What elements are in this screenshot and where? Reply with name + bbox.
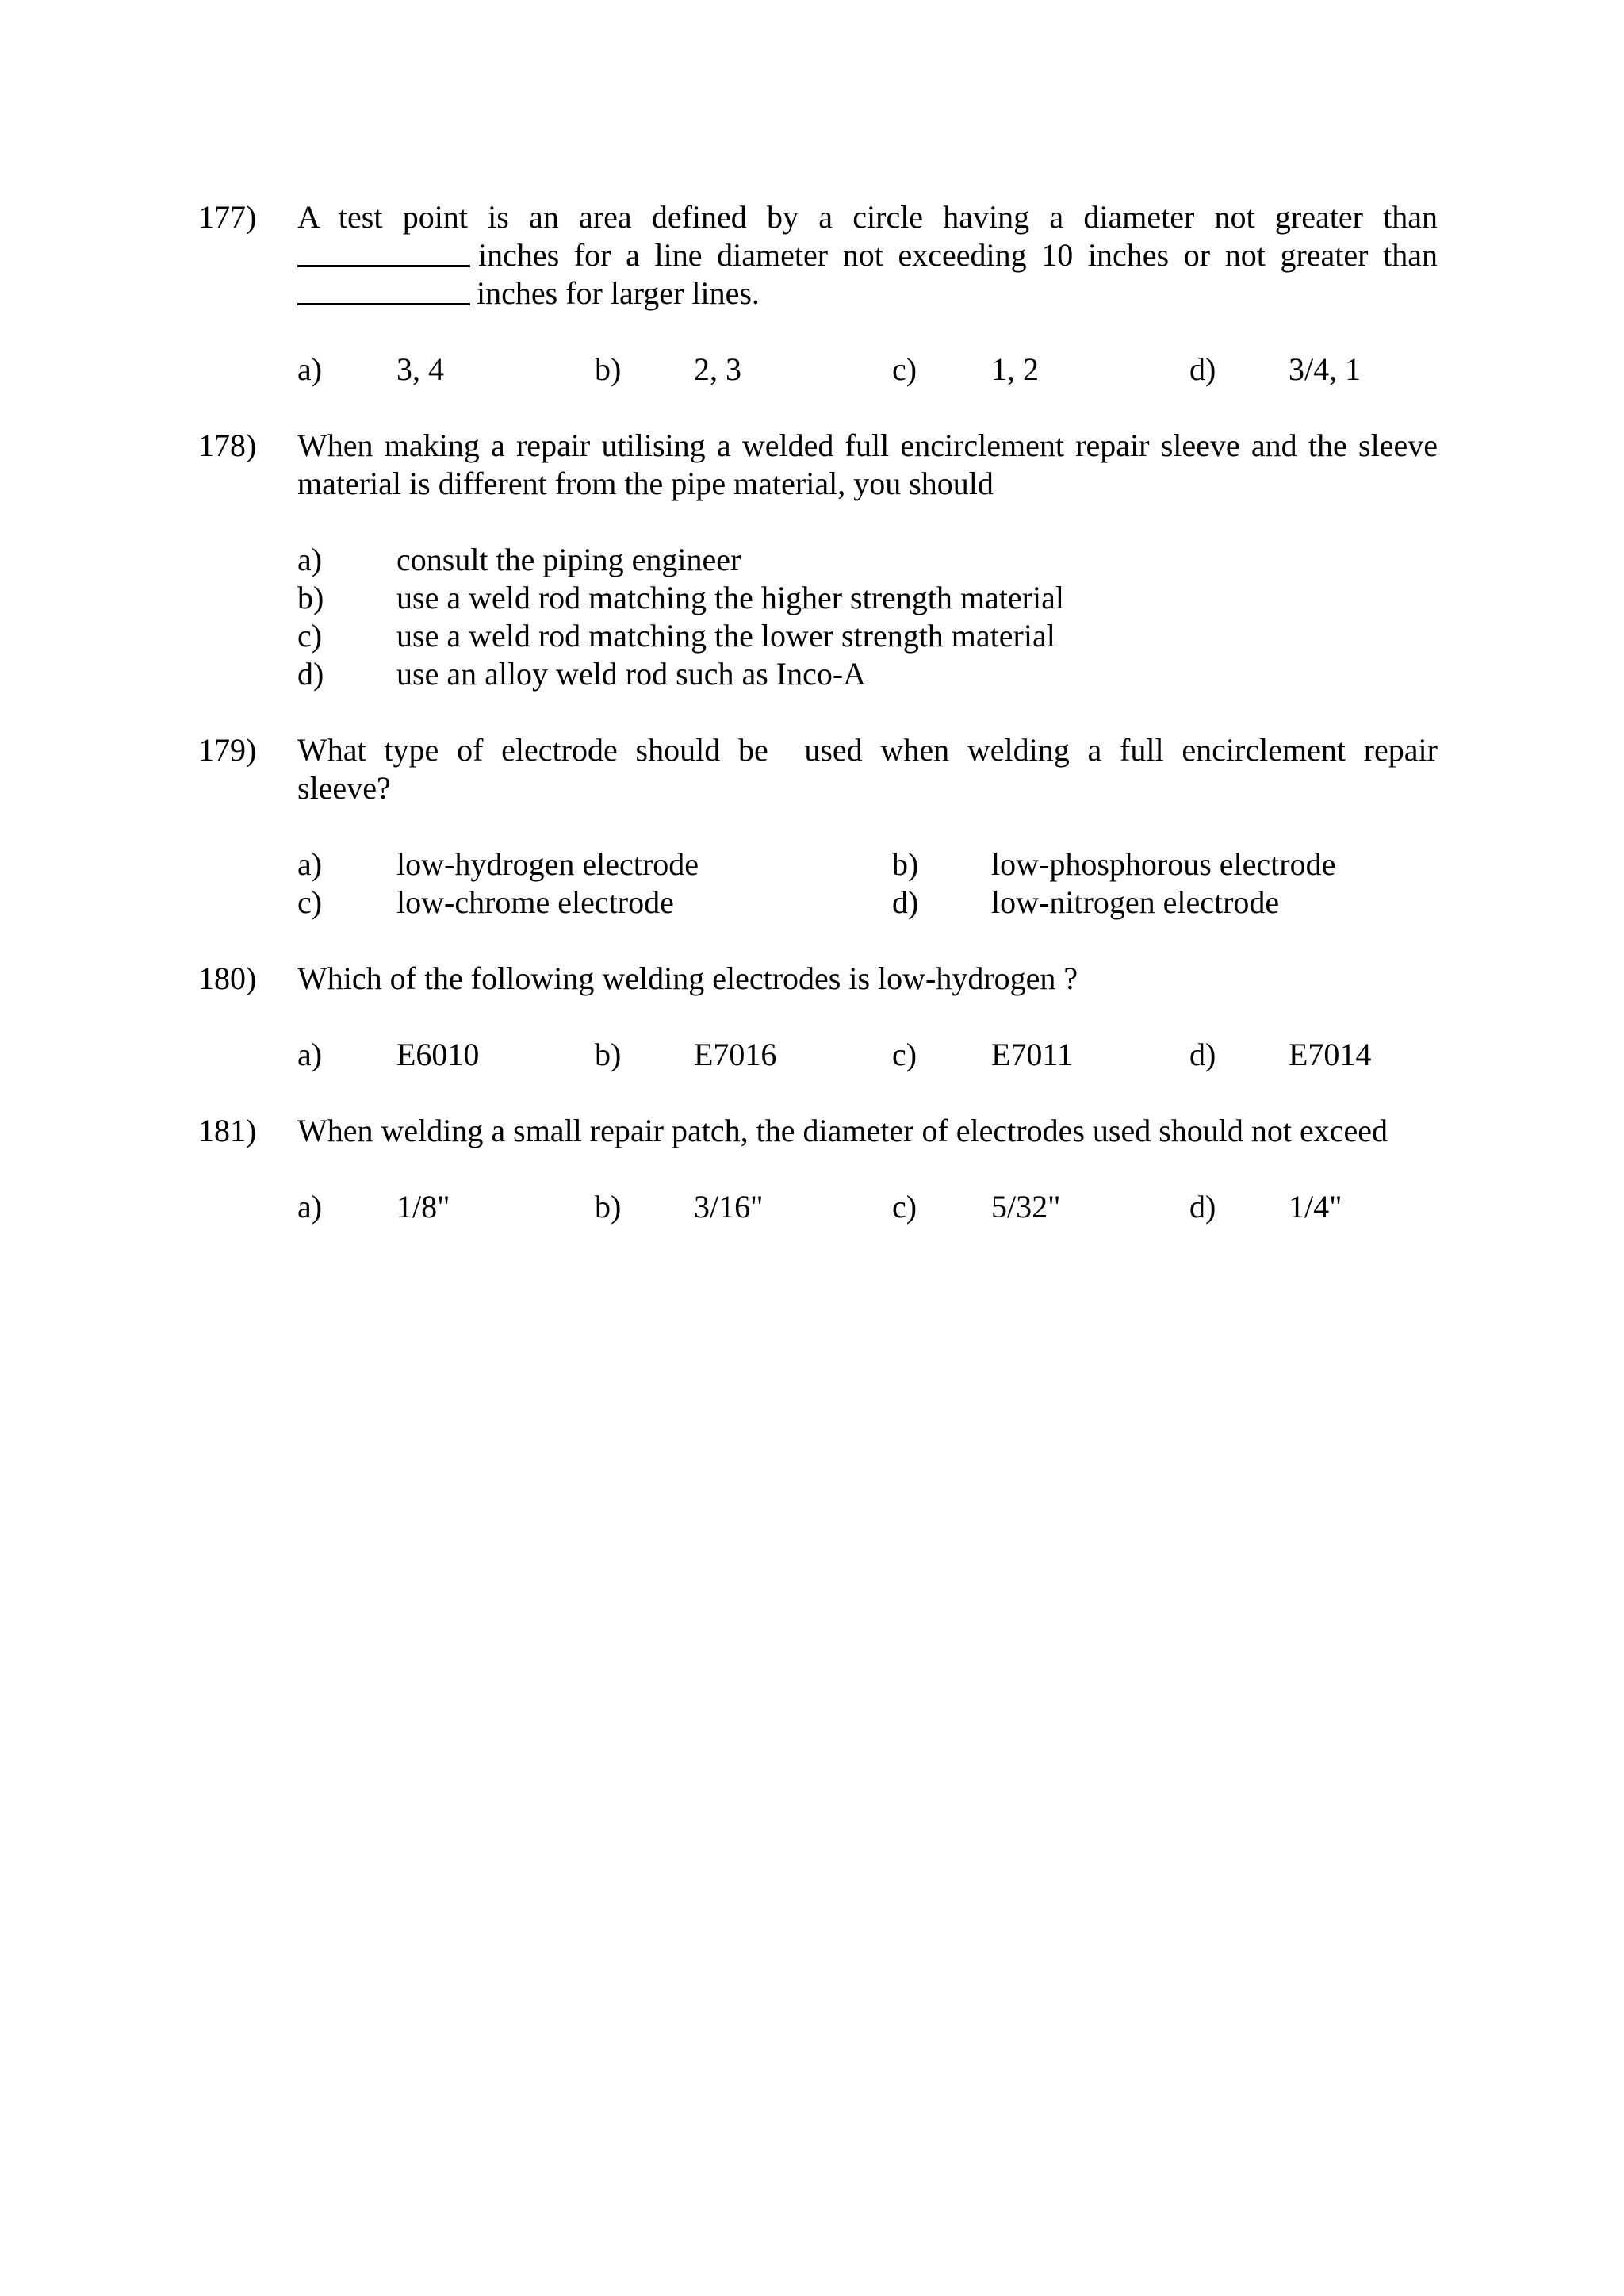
option-text: 3/16" bbox=[694, 1189, 764, 1225]
option-letter: b) bbox=[595, 351, 622, 387]
option-letter: c) bbox=[892, 1037, 917, 1072]
option-letter: d) bbox=[1189, 351, 1216, 387]
question-text-line-3: inches for larger lines. bbox=[477, 275, 760, 311]
option-text: 5/32" bbox=[991, 1189, 1061, 1225]
question-text-line bbox=[297, 198, 1438, 236]
question-text-line bbox=[297, 731, 1438, 769]
option-letter: a) bbox=[297, 542, 323, 577]
question-text-line-2: inches for a line diameter not exceeding 10 inches or not greater than bbox=[478, 237, 1438, 273]
question-text-line-1: Which of the following welding electrodes is low-hydrogen ? bbox=[297, 960, 1078, 996]
option-letter: d) bbox=[1189, 1189, 1216, 1225]
option-text: low-hydrogen electrode bbox=[396, 846, 699, 882]
question-number: 177) bbox=[198, 199, 257, 235]
question-text bbox=[297, 1112, 1438, 1150]
option-letter: c) bbox=[892, 351, 917, 387]
option-letter: c) bbox=[892, 1189, 917, 1225]
question-number: 179) bbox=[198, 732, 257, 768]
question-text bbox=[297, 198, 1438, 312]
option-text: E7014 bbox=[1289, 1037, 1372, 1072]
question-number: 180) bbox=[198, 960, 257, 996]
question-text-line bbox=[297, 427, 1438, 465]
option-text: low-chrome electrode bbox=[396, 884, 674, 920]
option-letter: a) bbox=[297, 846, 323, 882]
question-text bbox=[297, 427, 1438, 503]
answer-blank bbox=[297, 274, 470, 305]
option-letter: b) bbox=[595, 1037, 622, 1072]
question-text-line bbox=[297, 274, 1438, 312]
question-text-line-2: material is different from the pipe material, you should bbox=[297, 466, 994, 501]
question-text-line-1: What type of electrode should be used when welding a full encirclement repair bbox=[297, 732, 1438, 768]
question-text-line-1: When welding a small repair patch, the diameter of electrodes used should not exceed bbox=[297, 1113, 1388, 1148]
question-text bbox=[297, 731, 1438, 807]
option-text: 1/4" bbox=[1289, 1189, 1342, 1225]
option-letter: d) bbox=[892, 884, 919, 920]
option-text: use a weld rod matching the higher strength material bbox=[396, 580, 1064, 615]
option-letter: b) bbox=[595, 1189, 622, 1225]
option-text: E6010 bbox=[396, 1037, 480, 1072]
question-text-line-1: A test point is an area defined by a circle having a diameter not greater than bbox=[297, 199, 1438, 235]
question-text-line bbox=[297, 236, 1438, 274]
option-text: E7016 bbox=[694, 1037, 777, 1072]
question-text bbox=[297, 960, 1438, 998]
option-letter: b) bbox=[892, 846, 919, 882]
option-text: low-nitrogen electrode bbox=[991, 884, 1280, 920]
question-number: 181) bbox=[198, 1113, 257, 1148]
option-letter: a) bbox=[297, 351, 323, 387]
option-text: E7011 bbox=[991, 1037, 1073, 1072]
option-letter: b) bbox=[297, 580, 324, 615]
option-text: consult the piping engineer bbox=[396, 542, 741, 577]
option-letter: a) bbox=[297, 1037, 323, 1072]
question-number: 178) bbox=[198, 427, 257, 463]
option-text: 2, 3 bbox=[694, 351, 741, 387]
question-text-line-1: When making a repair utilising a welded full encirclement repair sleeve and the sleeve bbox=[297, 427, 1438, 463]
option-text: 3, 4 bbox=[396, 351, 444, 387]
answer-blank bbox=[297, 236, 470, 267]
option-text: 1, 2 bbox=[991, 351, 1039, 387]
option-letter: d) bbox=[1189, 1037, 1216, 1072]
option-text: 3/4, 1 bbox=[1289, 351, 1362, 387]
option-text: use an alloy weld rod such as Inco-A bbox=[396, 656, 867, 692]
option-text: use a weld rod matching the lower strength material bbox=[396, 618, 1055, 654]
option-letter: d) bbox=[297, 656, 324, 692]
option-text: low-phosphorous electrode bbox=[991, 846, 1336, 882]
option-letter: a) bbox=[297, 1189, 323, 1225]
option-letter: c) bbox=[297, 618, 323, 654]
question-text-line-2: sleeve? bbox=[297, 770, 391, 806]
option-text: 1/8" bbox=[396, 1189, 450, 1225]
option-letter: c) bbox=[297, 884, 323, 920]
